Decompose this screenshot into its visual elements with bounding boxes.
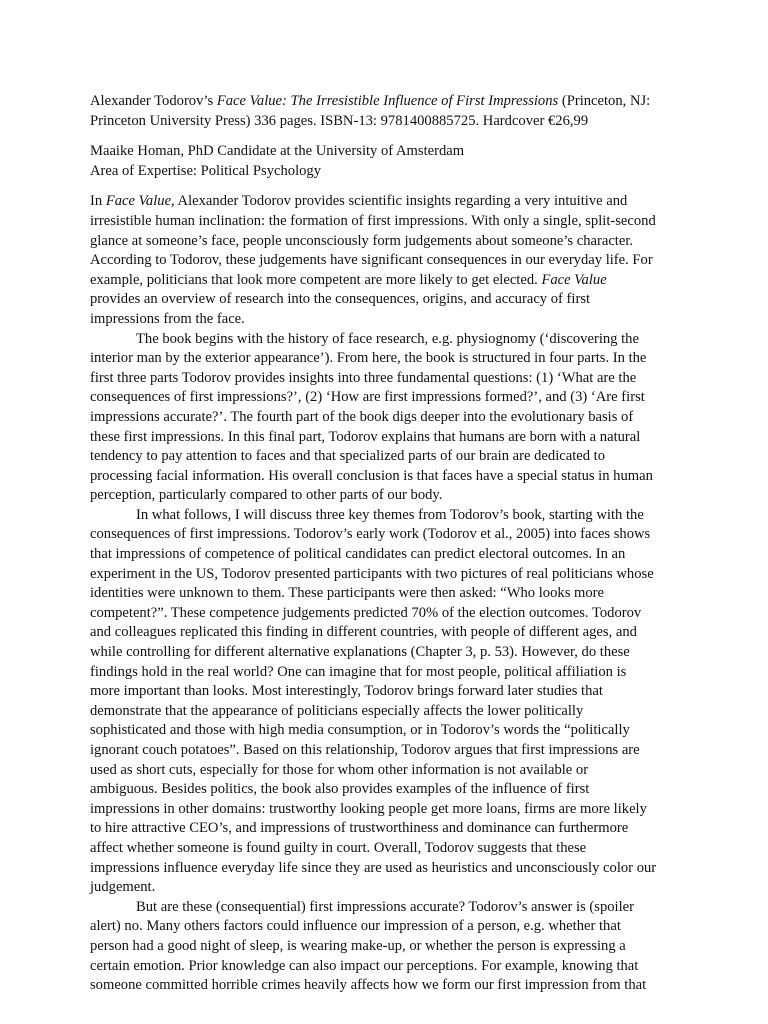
text-line: According to Todorov, these judgements have significant consequences in our everyday life. For [90, 252, 653, 269]
book-citation [90, 92, 682, 131]
text-line: certain emotion. Prior knowledge can also impact our perceptions. For example, knowing that [90, 957, 639, 974]
text-line: In what follows, I will discuss three key themes from Todorov’s book, starting with the [136, 506, 644, 523]
book-title: Face Value: The Irresistible Influence of First Impressions [216, 93, 559, 109]
text-line: experiment in the US, Todorov presented participants with two pictures of real politicians whose [90, 565, 654, 582]
text-span: In [90, 193, 106, 210]
text-line: first three parts Todorov provides insights into three fundamental questions: (1) ‘What are the [90, 369, 637, 386]
text-line: processing facial information. His overall conclusion is that faces have a special status in human [90, 467, 653, 484]
reviewer-expertise: Area of Expertise: Political Psychology [90, 162, 322, 179]
text-line: identities were unknown to them. These participants were then asked: “Who looks more [90, 585, 605, 602]
text-line: used as short cuts, especially for those for whom other information is not available or [90, 761, 589, 778]
text-line: sophisticated and those with high media consumption, or in Todorov’s words the “politically [90, 722, 630, 739]
text-line: competent?”. These competence judgements predicted 70% of the election outcomes. Todorov [90, 604, 642, 621]
paragraph-structure [90, 330, 682, 506]
text-line: more important than looks. Most interestingly, Todorov brings forward later studies that [90, 683, 603, 700]
text-line: irresistible human inclination: the formation of first impressions. With only a single, split-second [90, 212, 656, 229]
text-line: person had a good night of sleep, is wearing make-up, or whether the person is expressing a [90, 937, 626, 954]
text-line: consequences of first impressions?’, (2) ‘How are first impressions formed?’, and (3) ‘Are first [90, 389, 645, 406]
book-title-inline: Face Value [541, 271, 607, 288]
text-line: judgement. [90, 879, 156, 896]
text-line: findings hold in the real world? One can imagine that for most people, political affiliation is [90, 663, 627, 680]
text-line: impressions from the face. [90, 310, 245, 327]
reviewer-name: Maaike Homan, PhD Candidate at the University of Amsterdam [90, 143, 465, 160]
text-line [90, 271, 682, 291]
text-line: alert) no. Many others factors could influence our impression of a person, e.g. whether that [90, 918, 621, 935]
paragraph-accuracy [90, 898, 682, 996]
text-line: ignorant couch potatoes”. Based on this relationship, Todorov argues that first impressions are [90, 742, 640, 758]
text-line: while controlling for different alternative explanations (Chapter 3, p. 53). However, do these [90, 644, 630, 661]
book-title-inline: Face Value, [105, 193, 175, 210]
text-line: impressions accurate?’. The fourth part of the book digs deeper into the evolutionary basis of [90, 408, 634, 425]
text-line: provides an overview of research into the consequences, origins, and accuracy of first [90, 291, 591, 308]
text-line: perception, particularly compared to other parts of our body. [90, 487, 443, 504]
text-line: affect whether someone is found guilty in court. Overall, Todorov suggests that these [90, 839, 587, 856]
text-line: interior man by the exterior appearance’). From here, the book is structured in four parts. In the [90, 350, 647, 367]
paragraph-intro [90, 192, 682, 329]
paragraph-consequences [90, 506, 682, 898]
text-line: these first impressions. In this final part, Todorov explains that humans are born with a natural [90, 428, 641, 445]
citation-author: Alexander Todorov’s [90, 93, 217, 109]
text-line: But are these (consequential) first impressions accurate? Todorov’s answer is (spoiler [136, 898, 634, 915]
text-line: and colleagues replicated this finding in different countries, with people of different ages, and [90, 624, 637, 641]
text-line: tendency to pay attention to faces and that specialized parts of our brain are dedicated to [90, 448, 606, 465]
citation-line [90, 92, 682, 112]
text-span: example, politicians that look more competent are more likely to get elected. [90, 271, 542, 288]
text-line: impressions influence everyday life since they are used as heuristics and unconsciously color our [90, 859, 657, 876]
text-line: The book begins with the history of face research, e.g. physiognomy (‘discovering the [136, 330, 639, 347]
text-line: someone committed horrible crimes heavily affects how we form our first impression from that [90, 977, 647, 994]
text-line: ambiguous. Besides politics, the book also provides examples of the influence of first [90, 781, 590, 798]
text-line: glance at someone’s face, people unconsciously form judgements about someone’s character. [90, 232, 634, 249]
citation-line: Princeton University Press) 336 pages. ISBN-13: 9781400885725. Hardcover €26,99 [90, 112, 589, 129]
text-span: Alexander Todorov provides scientific insights regarding a very intuitive and [174, 193, 628, 210]
text-line: that impressions of competence of political candidates can predict electoral outcomes. In an [90, 546, 626, 563]
text-line: to hire attractive CEO’s, and impressions of trustworthiness and dominance can furthermore [90, 820, 629, 837]
text-line: demonstrate that the appearance of politicians especially affects the lower politically [90, 702, 584, 719]
text-line [90, 192, 682, 212]
text-line: impressions in other domains: trustworthy looking people get more loans, firms are more likely [90, 800, 647, 817]
reviewer-info [90, 142, 682, 181]
text-line: consequences of first impressions. Todorov’s early work (Todorov et al., 2005) into faces shows [90, 526, 651, 543]
citation-publisher: (Princeton, NJ: [558, 93, 651, 109]
